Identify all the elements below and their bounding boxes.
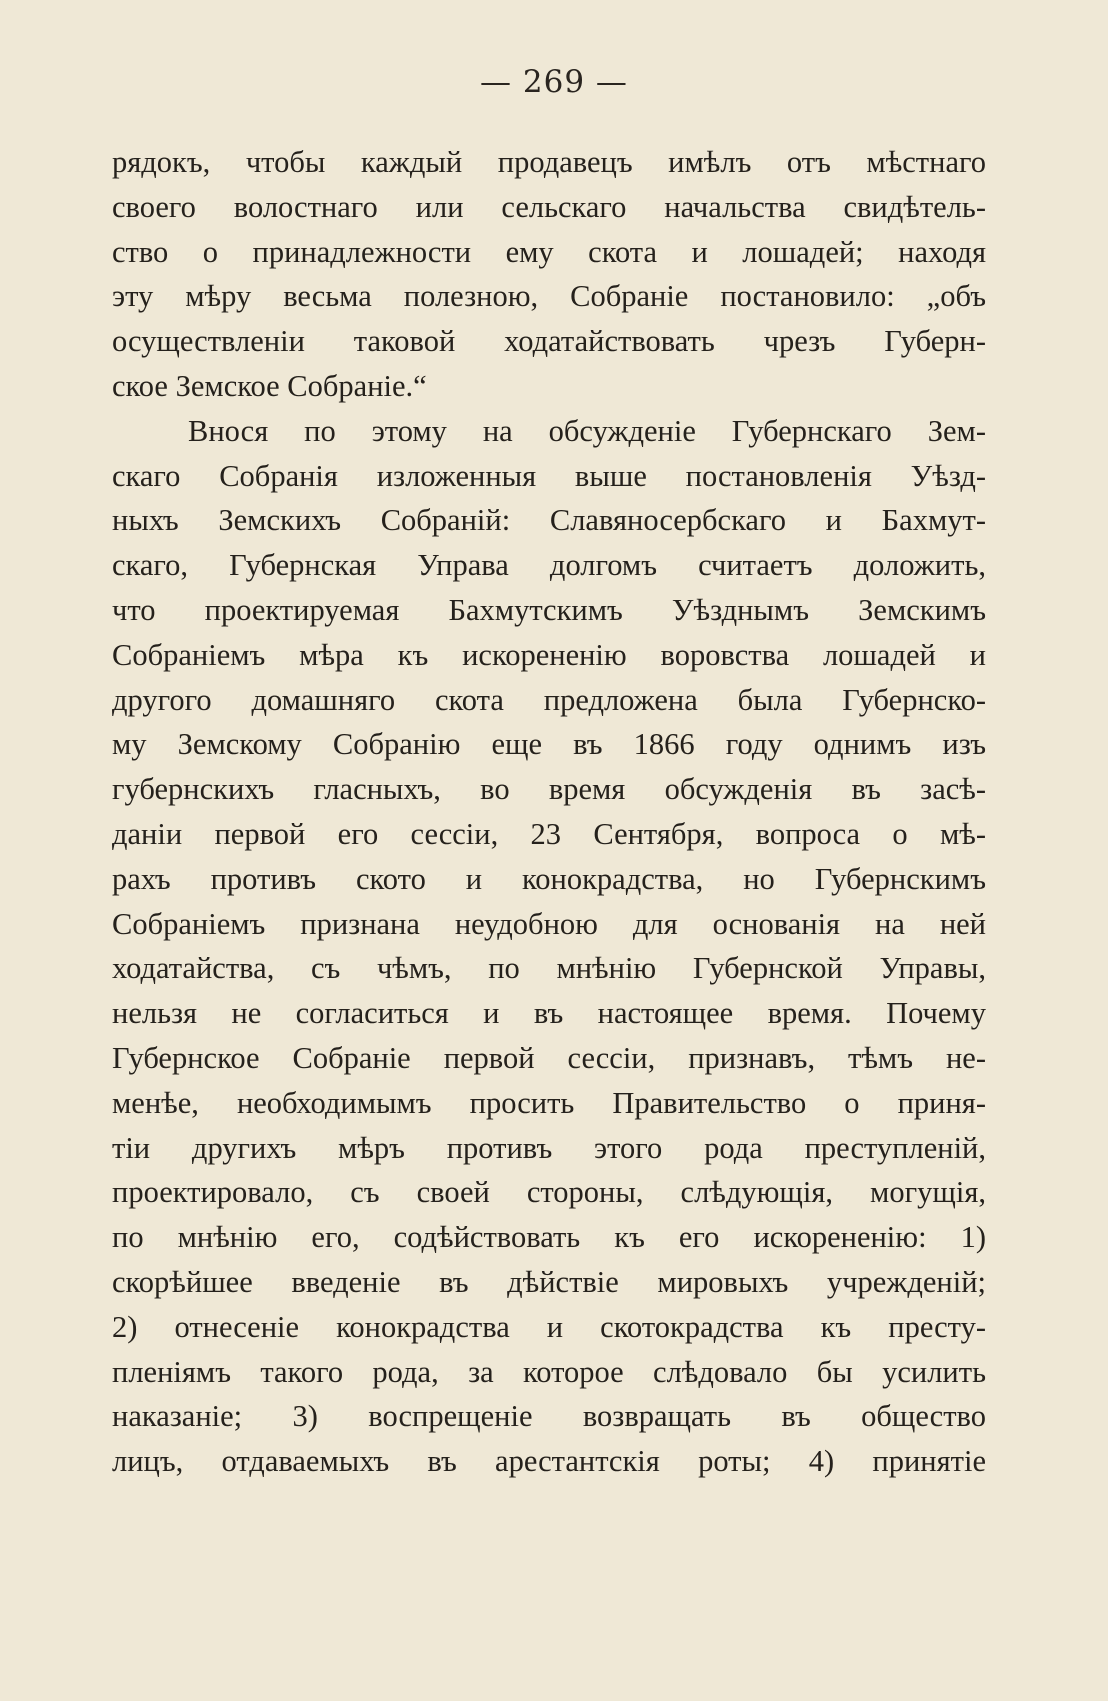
- text-line: тіи другихъ мѣръ противъ этого рода преступленій,: [112, 1130, 986, 1165]
- paragraph: [112, 140, 986, 409]
- text-line: ходатайства, съ чѣмъ, по мнѣнію Губернской Управы,: [112, 951, 986, 986]
- text-line: скаго Собранія изложенныя выше постановленія Уѣзд-: [112, 458, 986, 493]
- body-text: [112, 140, 986, 1484]
- text-line: своего волостнаго или сельскаго начальства свидѣтель-: [112, 189, 986, 224]
- text-line: осуществленіи таковой ходатайствовать чрезъ Губерн-: [112, 324, 986, 359]
- text-line: другого домашняго скота предложена была Губернско-: [112, 682, 986, 717]
- text-line: скаго, Губернская Управа долгомъ считаетъ доложить,: [112, 548, 986, 583]
- text-line: Собраніемъ признана неудобною для основанія на ней: [112, 906, 986, 941]
- text-line: ство о принадлежности ему скота и лошадей; находя: [112, 234, 986, 269]
- text-line: по мнѣнію его, содѣйствовать къ его искорененію: 1): [112, 1220, 986, 1255]
- text-line: даніи первой его сессіи, 23 Сентября, вопроса о мѣ-: [112, 816, 986, 851]
- text-line: Собраніемъ мѣра къ искорененію воровства лошадей и: [112, 637, 986, 672]
- text-line: 2) отнесеніе конокрадства и скотокрадства къ престу-: [112, 1309, 986, 1344]
- text-line: губернскихъ гласныхъ, во время обсужденія въ засѣ-: [112, 772, 986, 807]
- text-line: лицъ, отдаваемыхъ въ арестантскія роты; 4) принятіе: [112, 1444, 986, 1479]
- text-line: пленіямъ такого рода, за которое слѣдовало бы усилить: [112, 1354, 986, 1389]
- paragraph: [112, 409, 986, 1484]
- text-line: менѣе, необходимымъ просить Правительство о приня-: [112, 1085, 986, 1120]
- text-line: рядокъ, чтобы каждый продавецъ имѣлъ отъ мѣстнаго: [112, 145, 986, 179]
- text-line: скорѣйшее введеніе въ дѣйствіе мировыхъ учрежденій;: [112, 1264, 986, 1299]
- text-line: ныхъ Земскихъ Собраній: Славяносербскаго и Бахмут-: [112, 503, 986, 538]
- text-line: рахъ противъ ското и конокрадства, но Губернскимъ: [112, 861, 986, 896]
- text-line: му Земскому Собранію еще въ 1866 году однимъ изъ: [112, 727, 986, 762]
- text-line: эту мѣру весьма полезною, Собраніе постановило: „объ: [112, 279, 986, 314]
- text-line: Внося по этому на обсужденіе Губернскаго Зем-: [188, 413, 986, 448]
- page-number: — 269 —: [480, 64, 628, 100]
- text-line: нельзя не согласиться и въ настоящее время. Почему: [112, 996, 986, 1031]
- text-line: ское Земское Собраніе.“: [112, 368, 427, 403]
- text-line: что проектируемая Бахмутскимъ Уѣзднымъ Земскимъ: [112, 592, 986, 627]
- text-line: Губернское Собраніе первой сессіи, признавъ, тѣмъ не-: [112, 1040, 986, 1075]
- text-line: наказаніе; 3) воспрещеніе возвращать въ общество: [112, 1399, 986, 1434]
- text-line: проектировало, съ своей стороны, слѣдующія, могущія,: [112, 1175, 986, 1210]
